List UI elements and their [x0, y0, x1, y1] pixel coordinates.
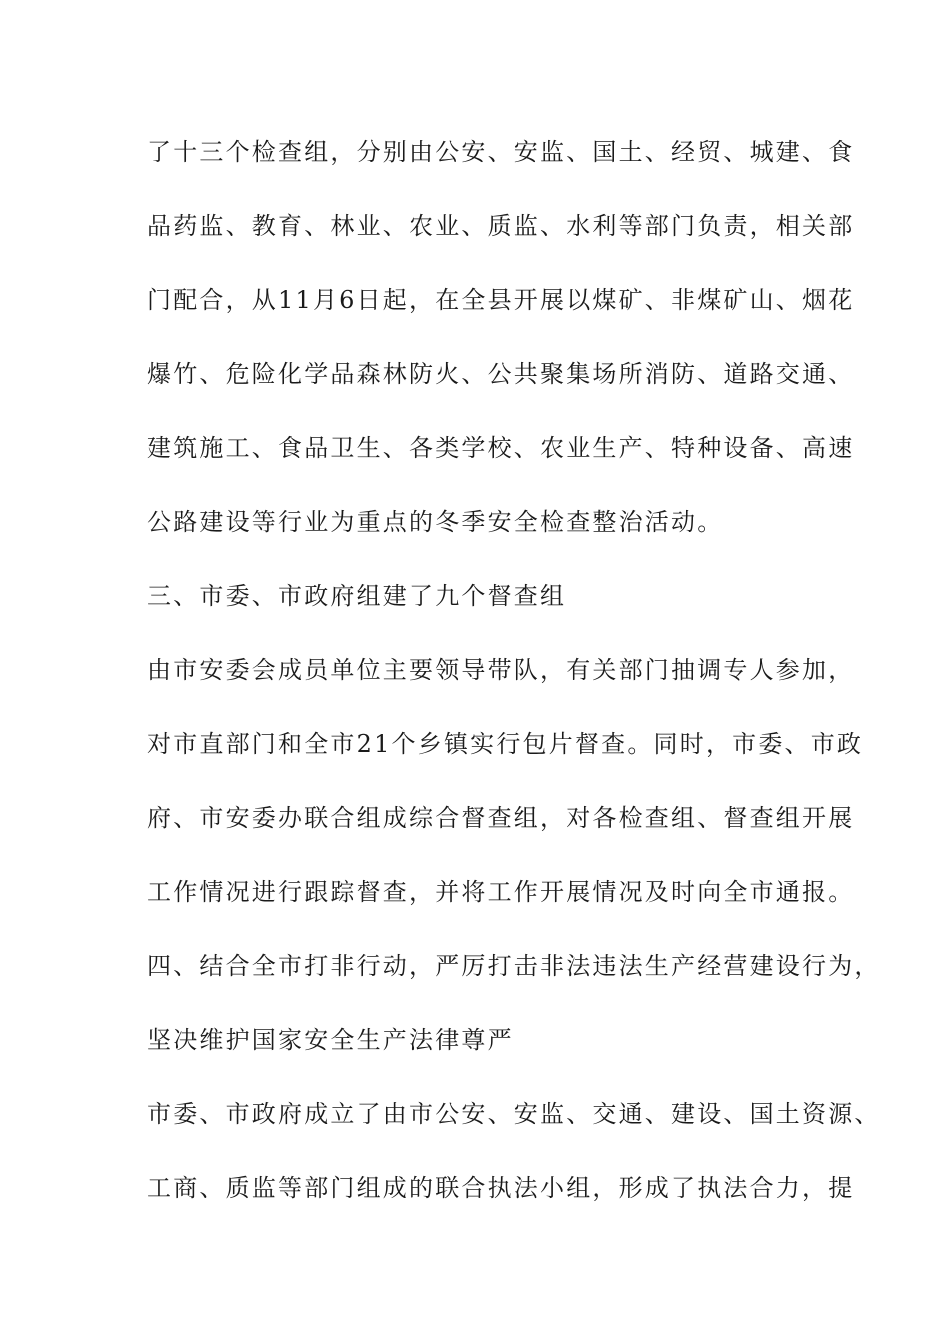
- section-heading: 四、结合全市打非行动，严厉打击非法违法生产经营建设行为，: [147, 952, 881, 980]
- text-line: 府、市安委办联合组成综合督查组，对各检查组、督查组开展: [147, 804, 855, 832]
- section-heading: 三、市委、市政府组建了九个督查组: [147, 582, 567, 610]
- text-line: 工商、质监等部门组成的联合执法小组，形成了执法合力，提: [147, 1174, 855, 1202]
- text-line: 公路建设等行业为重点的冬季安全检查整治活动。: [147, 508, 724, 536]
- text-line: 了十三个检查组，分别由公安、安监、国土、经贸、城建、食: [147, 138, 855, 166]
- text-line: 市委、市政府成立了由市公安、安监、交通、建设、国土资源、: [147, 1100, 881, 1128]
- text-line: 品药监、教育、林业、农业、质监、水利等部门负责，相关部: [147, 212, 855, 240]
- text-line: 爆竹、危险化学品森林防火、公共聚集场所消防、道路交通、: [147, 360, 855, 388]
- text-line: 建筑施工、食品卫生、各类学校、农业生产、特种设备、高速: [147, 434, 855, 462]
- document-body: [147, 132, 881, 1242]
- text-line: 工作情况进行跟踪督查，并将工作开展情况及时向全市通报。: [147, 878, 855, 906]
- text-line: 对市直部门和全市21个乡镇实行包片督查。同时，市委、市政: [147, 730, 864, 758]
- text-line: 门配合，从11月6日起，在全县开展以煤矿、非煤矿山、烟花: [147, 286, 855, 314]
- text-line: 由市安委会成员单位主要领导带队，有关部门抽调专人参加，: [147, 656, 855, 684]
- section-heading: 坚决维护国家安全生产法律尊严: [147, 1026, 514, 1054]
